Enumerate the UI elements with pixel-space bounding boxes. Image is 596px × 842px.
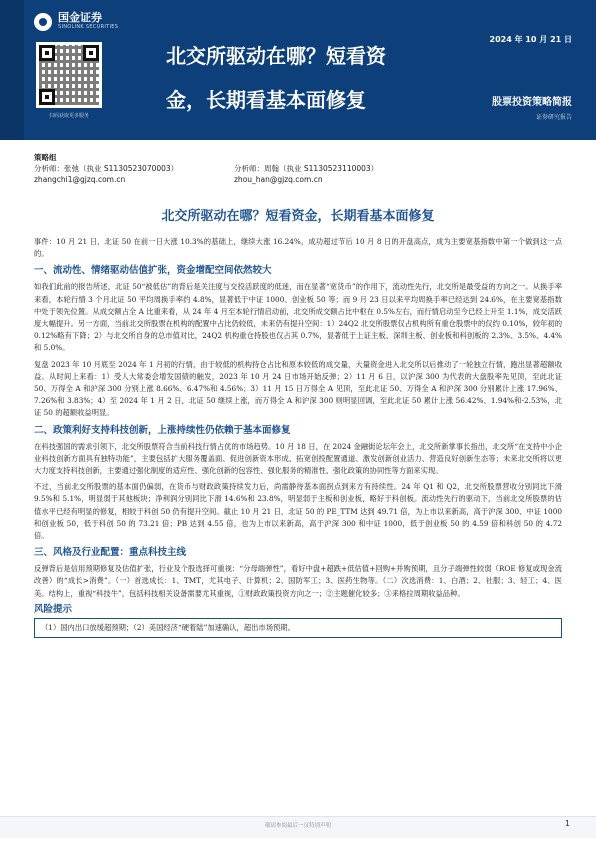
document-title: 北交所驱动在哪？短看资金，长期看基本面修复 <box>161 209 435 224</box>
report-body <box>34 236 562 638</box>
brand-name-cn: 国金证券 <box>58 11 102 24</box>
analyst-1: 分析师：张弛（执业 S1130523070003） <box>34 164 179 173</box>
analyst-1-email[interactable]: zhangchi1@gjzq.com.cn <box>34 175 126 184</box>
analyst-2-email[interactable]: zhou_han@gjzq.com.cn <box>234 175 323 184</box>
report-header <box>0 0 596 140</box>
analyst-group: 策略组 <box>34 153 57 162</box>
qr-code-icon <box>36 42 102 108</box>
analyst-block <box>34 152 564 185</box>
section-3-title: 三、风格及行业配置：重点科技主线 <box>34 547 187 559</box>
footer-disclaimer[interactable]: 敬请参阅最后一页特别声明 <box>264 823 331 829</box>
report-date: 2024 年 10 月 21 日 <box>489 35 572 44</box>
report-title-line2: 金，长期看基本面修复 <box>166 88 366 112</box>
brand-mark-icon <box>34 13 52 31</box>
section-2-paragraph-2: 不过，当前北交所股票的基本面仍偏弱，在货币与财政政策持续发力后，尚需静待基本面拐点到来方有持续性。24 年 Q1 和 Q2，北交所股票营收分别同比下滑 9.5%和 5.1%，明显弱于其他板块；净利润分别同比下滑 14.6%和 23.8%，明显弱于主板和创业板，略好于科创板。流动性先行的驱动下，当前北交所股票的估值水平已经有明显的修复，相较于科创 50 仍有提升空间。截止 10 月 21 日，北证 50 的 PE_TTM 达到 49.71 倍，为上市以来新高，高于沪深 300、中证 1000 和创业板 50，低于科创 50 的 73.21 倍；PB 达到 4.55 倍，也为上市以来新高，高于沪深 300 和中证 1000，低于创业板 50 的 4.59 倍和科创 50 的 4.72 倍。 <box>34 482 562 541</box>
section-1-title: 一、流动性、情绪驱动估值扩张，资金增配空间依然较大 <box>34 265 272 277</box>
report-subtype: 证券研究报告 <box>535 114 572 121</box>
risk-title: 风险提示 <box>34 603 73 615</box>
report-title-line1: 北交所驱动在哪？短看资 <box>166 44 386 68</box>
analyst-2: 分析师：周翰（执业 S1130523110003） <box>234 164 379 173</box>
qr-caption: 扫码获取更多服务 <box>48 113 89 119</box>
header-stripe <box>0 0 24 140</box>
brand-name-en: SINOLINK SECURITIES <box>58 24 119 30</box>
section-3-paragraph-1: 反弹背后是信用预期修复及估值扩张，行业及个股选择可重视：“分母端弹性”，看好中盘+超跌+低估值+回购+并购预期，且分子端弹性较弱（ROE 修复或现金流改善）的“成长>消费”。（一）首选成长：1、TMT，尤其电子、计算机；2、国防军工；3、医药生物等。（二）次选消费：1、白酒；2、社服；3、轻工；4、医美。结构上，重视“科技牛”，包括科技相关设备需要尤其重视，①财政政策投资方向之一；②主题催化较多；③来格拉周期收益品种。 <box>34 564 562 598</box>
event-paragraph: 事件：10 月 21 日，北证 50 在前一日大涨 10.3%的基础上，继续大涨 16.24%，成功超过节后 10 月 8 日的开盘高点，成为主要宽基指数中第一个做到这一点的。 <box>34 237 562 259</box>
section-1-paragraph-1: 如我们此前的报告所述，北证 50“被低估”的背后是关注度与交投活跃度的低迷，而在显著“宽货币”的作用下，流动性先行，北交所是最受益的方向之一。从换手率来看，本轮行情 3 个月北证 50 平均周换手率约 4.8%，显著低于中证 1000、创业板 50 等；而 9 月 23 日以来平均周换手率已经达到 24.6%，在主要宽基指数中处于领先位置。从成交额占全 A 比重来看，从 24 年 4 月至本轮行情启动前，北交所成交额占比中枢在 0.5%左右，而行情启动至今已经上升至 1.1%，成交活跃度大幅提升。另一方面，当前北交所股票在机构的配置中占比仍较低，未来仍有提升空间：1）24Q2 北交所股票仅占机构所有重仓股票中的仅约 0.10%，较年初的 0.12%略有下降；2）与北交所自身的总市值对比，24Q2 机构重仓持股也仅占其 0.7%，显著低于上证主板、深圳主板、创业板和科创板的 2.3%、3.5%、4.4%和 5.0%。 <box>34 282 562 353</box>
section-2-title: 二、政策利好支持科技创新，上涨持续性仍依赖于基本面修复 <box>34 424 291 436</box>
risk-text: （1）国内出口放缓超预期；（2）美国经济“硬着陆”加速确认，超出市场预期。 <box>41 623 295 633</box>
risk-box <box>34 618 562 638</box>
brand-logo <box>34 12 118 31</box>
section-1-paragraph-2: 复盘 2023 年 10 月底至 2024 年 1 月初的行情，由于较低的机构持仓占比和原本较低的成交量，大量资金进入北交所以后推动了一轮独立行情，跑出显著超额收益。从时间上来看：1）受人大常委会增发国债的触发，2023 年 10 月 24 日市场开始反弹；2）11 月 6 日，以沪深 300 为代表的大盘股率先见顶，至此北证 50、万得全 A 和沪深 300 分别上涨 8.66%、6.47%和 4.56%；3）11 月 15 日万得全 A 见顶，至此北证 50、万得全 A 和沪深 300 分别累计上涨 17.96%、7.26%和 3.83%；4）至 2024 年 1 月 2 日，北证 50 继续上涨，而万得全 A 和沪深 300 则明显回调，至此北证 50 累计上涨 56.42%、1.94%和-2.53%，北证 50 的超额收益明显。 <box>34 359 562 418</box>
report-type: 股票投资策略简报 <box>492 97 572 108</box>
page-number: 1 <box>564 819 570 828</box>
section-2-paragraph-1: 在科技强国的需求引领下，北交所股票符合当前科技行情占优的市场趋势。10 月 18 日，在 2024 金融街论坛年会上，北交所新掌事长指出，北交所“在支持中小企业科技创新方面具有独特功能”，主要包括扩大服务覆盖面、促进创新资本形成、拓宽创投配置通道、激发创新创业活力、营造良好创新生态等；未来北交所将以更大力度支持科技创新，主要通过强化制度的适应性、强化创新的包容性、强化服务的精准性、强化政策的协同性等方面来实现。 <box>34 441 562 476</box>
